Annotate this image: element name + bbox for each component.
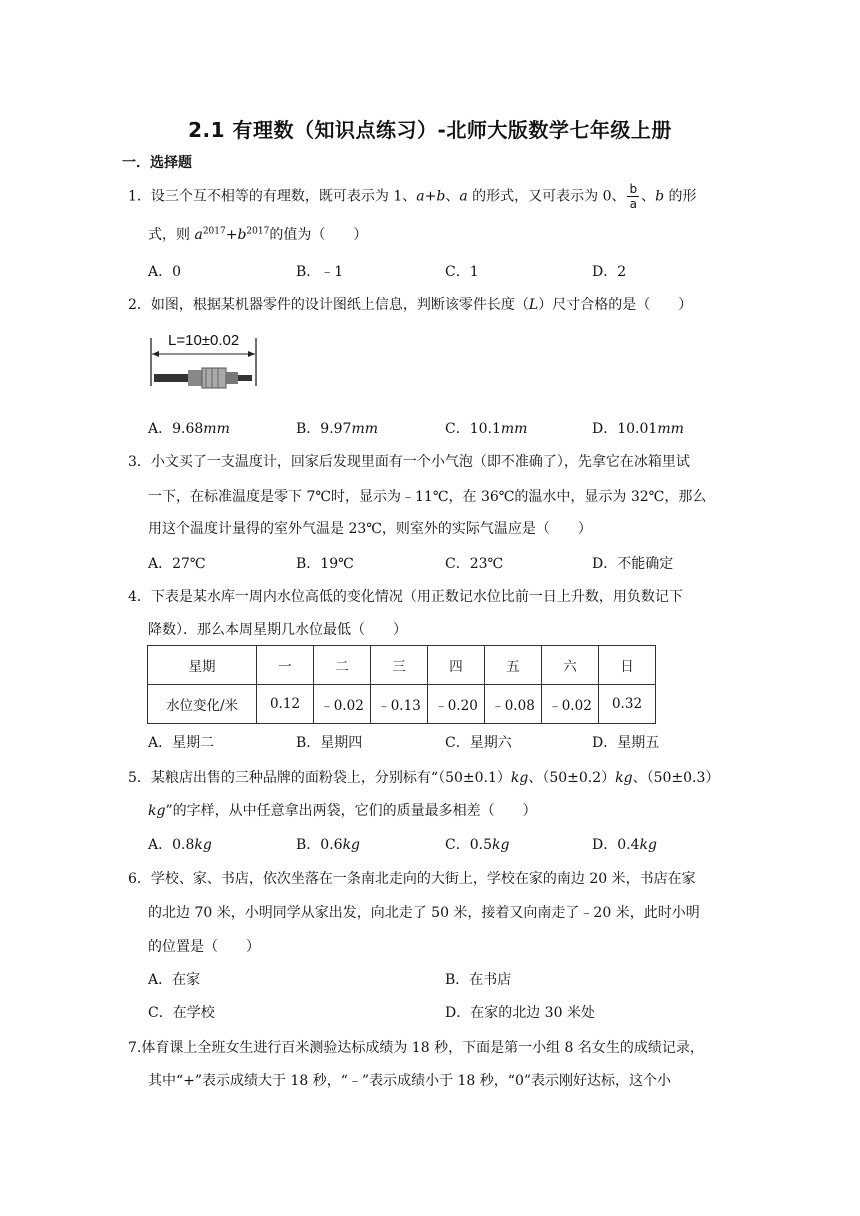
q6-line-2: 的北边 70 米，小明同学从家出发，向北走了 50 米，接着又向南走了﹣20 米，此时小明 [148, 905, 700, 921]
q6-option-d[interactable]: D．在家的北边 30 米处 [445, 1005, 595, 1021]
figure-dimension-label: L=10±0.02 [168, 332, 240, 349]
table-cell: ﹣0.20 [428, 685, 485, 724]
table-header-cell: 一 [257, 646, 314, 685]
q4-option-d[interactable]: D．星期五 [592, 735, 660, 751]
section-heading: 一．选择题 [122, 155, 192, 171]
water-level-table [147, 645, 656, 724]
q2-option-c[interactable]: C．10.1mm [445, 421, 528, 437]
q1-line-2: 式，则 $a^{2017}+b^{2017}$的值为（ ） [148, 226, 368, 243]
q5-option-b[interactable]: B．0.6kg [296, 837, 361, 853]
fraction-b-over-a: $\frac{b}{a}$ [629, 182, 638, 211]
q6-line-3: 的位置是（ ） [148, 939, 260, 955]
q1-option-a[interactable]: A．0 [148, 264, 182, 280]
q1-option-b[interactable]: B．﹣1 [296, 264, 344, 280]
q4-option-a[interactable]: A．星期二 [148, 735, 215, 751]
page-title: 2.1 有理数（知识点练习）-北师大版数学七年级上册 [188, 118, 672, 142]
q5-line-1: 5．某粮店出售的三种品牌的面粉袋上，分别标有“（50±0.1）kg、（50±0.2）kg、（50±0.3） [128, 770, 720, 786]
table-cell: ﹣0.08 [485, 685, 542, 724]
q2-option-d[interactable]: D．10.01mm [592, 421, 684, 437]
q6-line-1: 6．学校、家、书店，依次坐落在一条南北走向的大街上，学校在家的南边 20 米，书店在家 [128, 871, 696, 887]
q2-option-a[interactable]: A．9.68mm [148, 421, 230, 437]
q6-option-a[interactable]: A．在家 [148, 972, 201, 988]
q4-option-c[interactable]: C．星期六 [445, 735, 512, 751]
q6-option-c[interactable]: C．在学校 [148, 1005, 215, 1021]
q3-line-1: 3．小文买了一支温度计，回家后发现里面有一个小气泡（即不准确了），先拿它在冰箱里试 [128, 454, 690, 470]
q3-line-3: 用这个温度计量得的室外气温是 23℃，则室外的实际气温应是（ ） [148, 521, 592, 537]
table-row [148, 685, 656, 724]
q1-line-1: 1．设三个互不相等的有理数，既可表示为 1、a+b、a 的形式，又可表示为 0、 $\frac{b}{a}$ 、b 的形 [128, 182, 697, 211]
table-header-cell: 六 [542, 646, 599, 685]
table-header-cell: 五 [485, 646, 542, 685]
table-row [148, 646, 656, 685]
q2-option-b[interactable]: B．9.97mm [296, 421, 379, 437]
q3-option-d[interactable]: D．不能确定 [592, 556, 674, 572]
q3-option-c[interactable]: C．23℃ [445, 556, 504, 572]
q4-line-1: 4．下表是某水库一周内水位高低的变化情况（用正数记水位比前一日上升数，用负数记下 [128, 589, 683, 605]
q3-line-2: 一下，在标准温度是零下 7℃时，显示为﹣11℃，在 36℃的温水中，显示为 32℃，那么 [148, 489, 707, 505]
table-cell: 0.32 [599, 685, 656, 724]
q7-line-2: 其中“+”表示成绩大于 18 秒，“﹣”表示成绩小于 18 秒，“0”表示刚好达标，这个小 [148, 1073, 672, 1089]
q4-option-b[interactable]: B．星期四 [296, 735, 363, 751]
q5-option-d[interactable]: D．0.4kg [592, 837, 657, 853]
table-cell: 0.12 [257, 685, 314, 724]
q3-option-a[interactable]: A．27℃ [148, 556, 206, 572]
q5-line-2: kg”的字样，从中任意拿出两袋，它们的质量最多相差（ ） [148, 803, 537, 819]
table-header-cell: 日 [599, 646, 656, 685]
q5-option-c[interactable]: C．0.5kg [445, 837, 510, 853]
q3-option-b[interactable]: B．19℃ [296, 556, 354, 572]
q7-line-1: 7.体育课上全班女生进行百米测验达标成绩为 18 秒，下面是第一小组 8 名女生的成绩记录， [128, 1040, 704, 1056]
table-cell: ﹣0.02 [314, 685, 371, 724]
q2-text: 2．如图，根据某机器零件的设计图纸上信息，判断该零件长度（L）尺寸合格的是（ ） [128, 297, 693, 313]
table-cell: ﹣0.02 [542, 685, 599, 724]
table-header-cell: 二 [314, 646, 371, 685]
machine-part-figure [146, 326, 260, 400]
q1-option-c[interactable]: C．1 [445, 264, 479, 280]
table-header-cell: 三 [371, 646, 428, 685]
q1-option-d[interactable]: D．2 [592, 264, 627, 280]
q5-option-a[interactable]: A．0.8kg [148, 837, 212, 853]
table-header-cell: 四 [428, 646, 485, 685]
table-header-cell: 星期 [148, 646, 257, 685]
table-cell: ﹣0.13 [371, 685, 428, 724]
table-cell: 水位变化/米 [148, 685, 257, 724]
q4-line-2: 降数）．那么本周星期几水位最低（ ） [148, 622, 407, 638]
q6-option-b[interactable]: B．在书店 [445, 972, 512, 988]
